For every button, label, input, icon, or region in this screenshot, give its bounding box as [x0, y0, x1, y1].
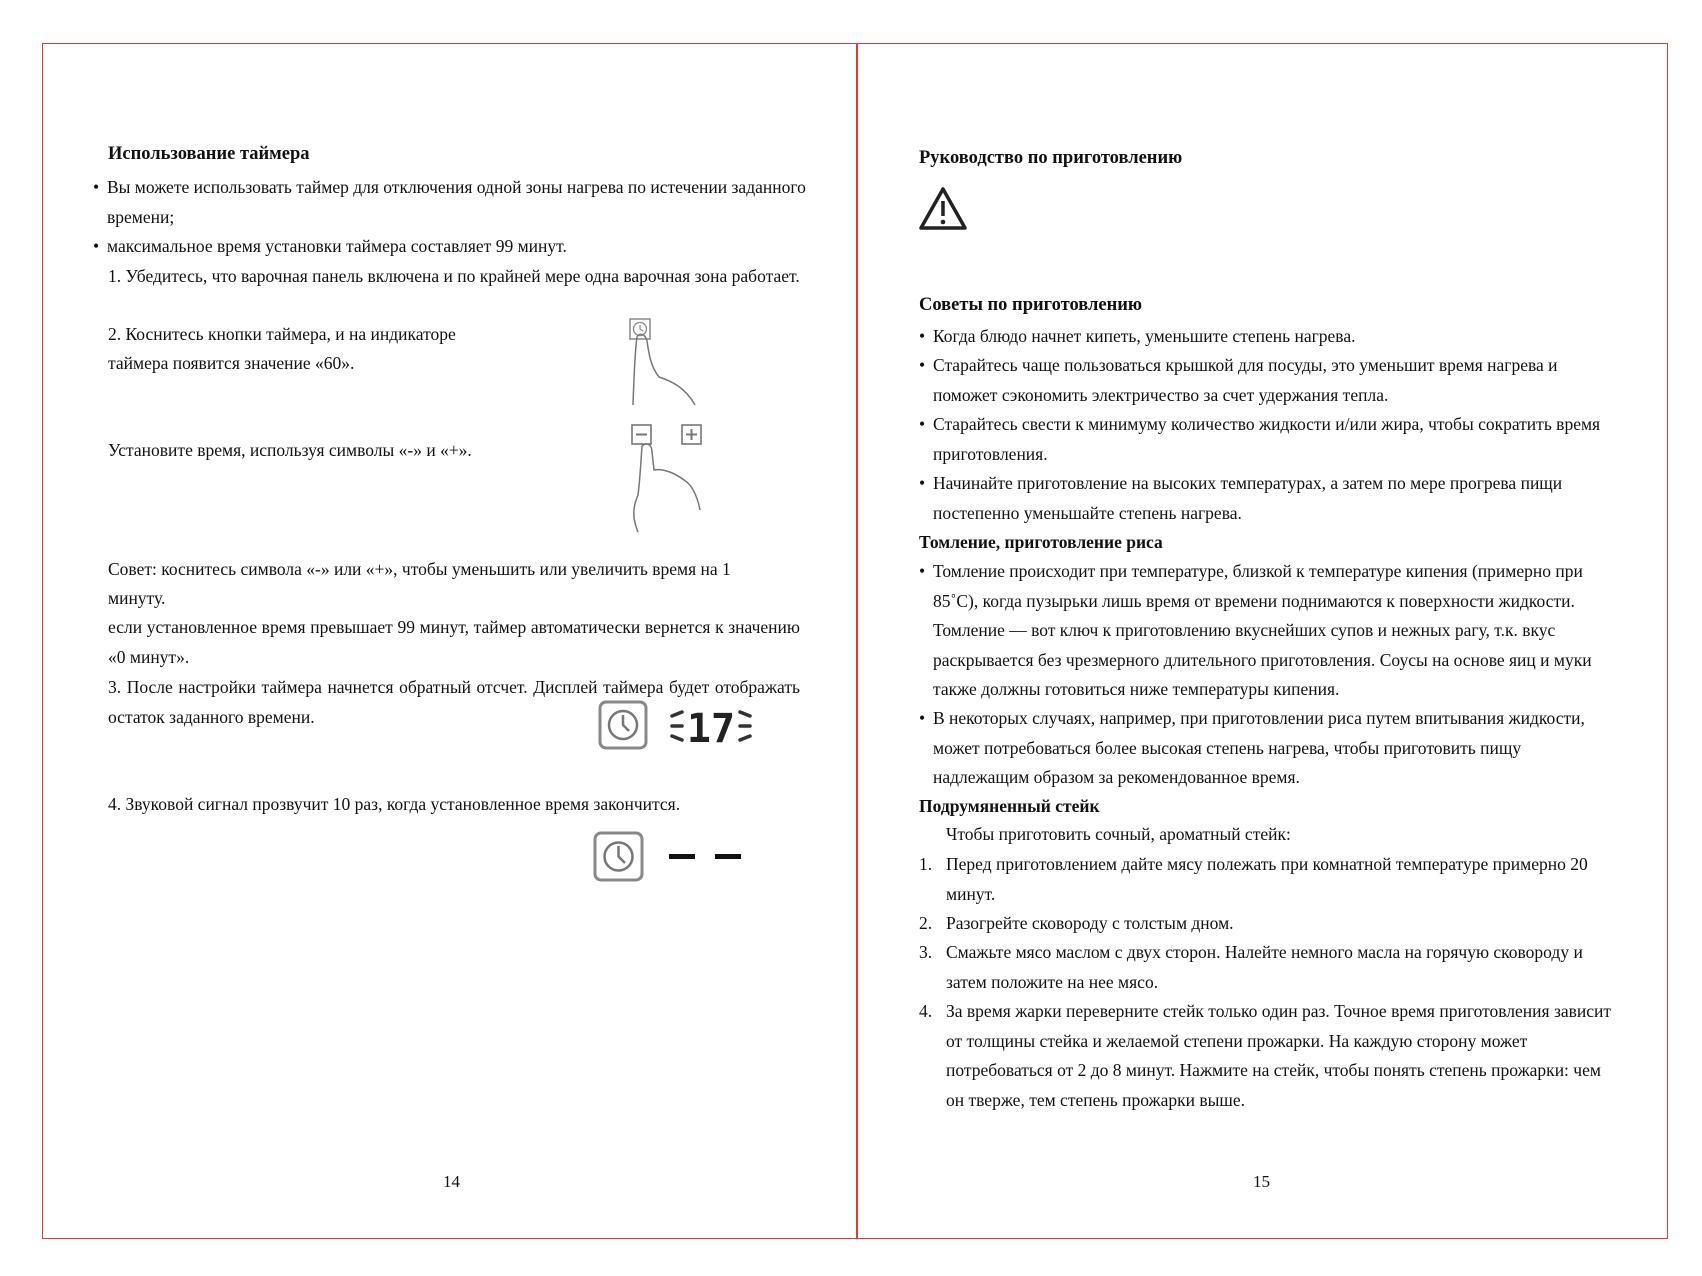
countdown-digits: 17 — [686, 706, 736, 752]
steak-step-3: 3. Смажьте мясо маслом с двух сторон. Налейте немного масла на горячую сковороду и затем положите на нее мясо. — [919, 942, 1583, 992]
steak-step-1: 1. Перед приготовлением дайте мясу полежать при комнатной температуре примерно 20 минут. — [919, 854, 1588, 904]
countdown-display-icon — [670, 702, 755, 750]
finger-press-icon — [628, 440, 728, 535]
steak-step-2: 2. Разогрейте сковороду с толстым дном. — [919, 913, 1234, 933]
steak-step-4: 4. За время жарки переверните стейк только один раз. Точное время приготовления зависит от толщины стейка и желаемой степени прожарки. На каждую сторону может потребоваться от 2 до 8 минут. Нажмите на стейк, чтобы понять степень прожарки: чем он тверже, тем степень прожарки выше. — [919, 1001, 1612, 1110]
cooking-guide-title: Руководство по приготовлению — [919, 148, 1183, 168]
timer-step-4: 4. Звуковой сигнал прозвучит 10 раз, когда установленное время закончится. — [108, 794, 681, 814]
cooking-tip-4: • Начинайте приготовление на высоких температурах, а затем по мере прогрева пищи постепенно уменьшайте степень нагрева. — [919, 473, 1563, 523]
page-number-right: 15 — [1253, 1172, 1270, 1191]
cooking-tip-3: • Старайтесь свести к минимуму количество жидкости и/или жира, чтобы сократить время приготовления. — [919, 414, 1601, 464]
cooking-tip-1: • Когда блюдо начнет кипеть, уменьшите степень нагрева. — [919, 326, 1356, 346]
warning-triangle-icon — [919, 186, 969, 232]
overflow-note: если установленное время превышает 99 минут, таймер автоматически вернется к значению «0 минут». — [108, 617, 800, 667]
timer-step-2-line-2: таймера появится значение «60». — [108, 353, 355, 373]
clock-icon — [598, 700, 648, 750]
timer-step-1: 1. Убедитесь, что варочная панель включена и по крайней мере одна варочная зона работает. — [108, 266, 800, 286]
timer-section-title: Использование таймера — [108, 144, 310, 164]
timer-bullet-1: • Вы можете использовать таймер для отключения одной зоны нагрева по истечении заданного времени; — [93, 177, 806, 227]
steak-title: Подрумяненный стейк — [919, 796, 1100, 816]
tip-line-2: минуту. — [108, 588, 166, 608]
timer-step-2-line-1: 2. Коснитесь кнопки таймера, и на индикаторе — [108, 324, 456, 344]
simmer-bullet-2: • В некоторых случаях, например, при приготовлении риса путем впитывания жидкости, может потребоваться более высокая степень нагрева, чтобы приготовить пищу надлежащим образом за рекомендованное время. — [919, 708, 1585, 787]
simmer-title: Томление, приготовление риса — [919, 532, 1163, 552]
page-number-left: 14 — [443, 1172, 460, 1191]
cooking-tips-title: Советы по приготовлению — [919, 295, 1143, 315]
timer-touch-icon — [625, 315, 725, 415]
timer-bullet-2: • максимальное время установки таймера составляет 99 минут. — [93, 236, 567, 256]
set-time-instruction: Установите время, используя символы «-» и «+». — [108, 440, 472, 460]
steak-intro: Чтобы приготовить сочный, ароматный стейк: — [946, 824, 1291, 844]
tip-line-1: Совет: коснитесь символа «-» или «+», чтобы уменьшить или увеличить время на 1 — [108, 559, 731, 579]
simmer-bullet-1: • Томление происходит при температуре, близкой к температуре кипения (примерно при 85˚С), когда пузырьки лишь время от времени поднимаются к поверхности жидкости. Томление — вот ключ к приготовлению вкуснейших супов и нежных рагу, т.к. вкус раскрывается без чрезмерного длительного приготовления. Соусы на основе яиц и муки также должны готовиться ниже температуры кипения. — [919, 561, 1592, 699]
dash-display-icon — [667, 852, 747, 862]
clock-finished-icon — [593, 831, 645, 883]
cooking-tip-2: • Старайтесь чаще пользоваться крышкой для посуды, это уменьшит время нагрева и поможет сэкономить электричество за счет удержания тепла. — [919, 355, 1558, 405]
timer-step-3: 3. После настройки таймера начнется обратный отсчет. Дисплей таймера будет отображать остаток заданного времени. — [108, 677, 800, 727]
